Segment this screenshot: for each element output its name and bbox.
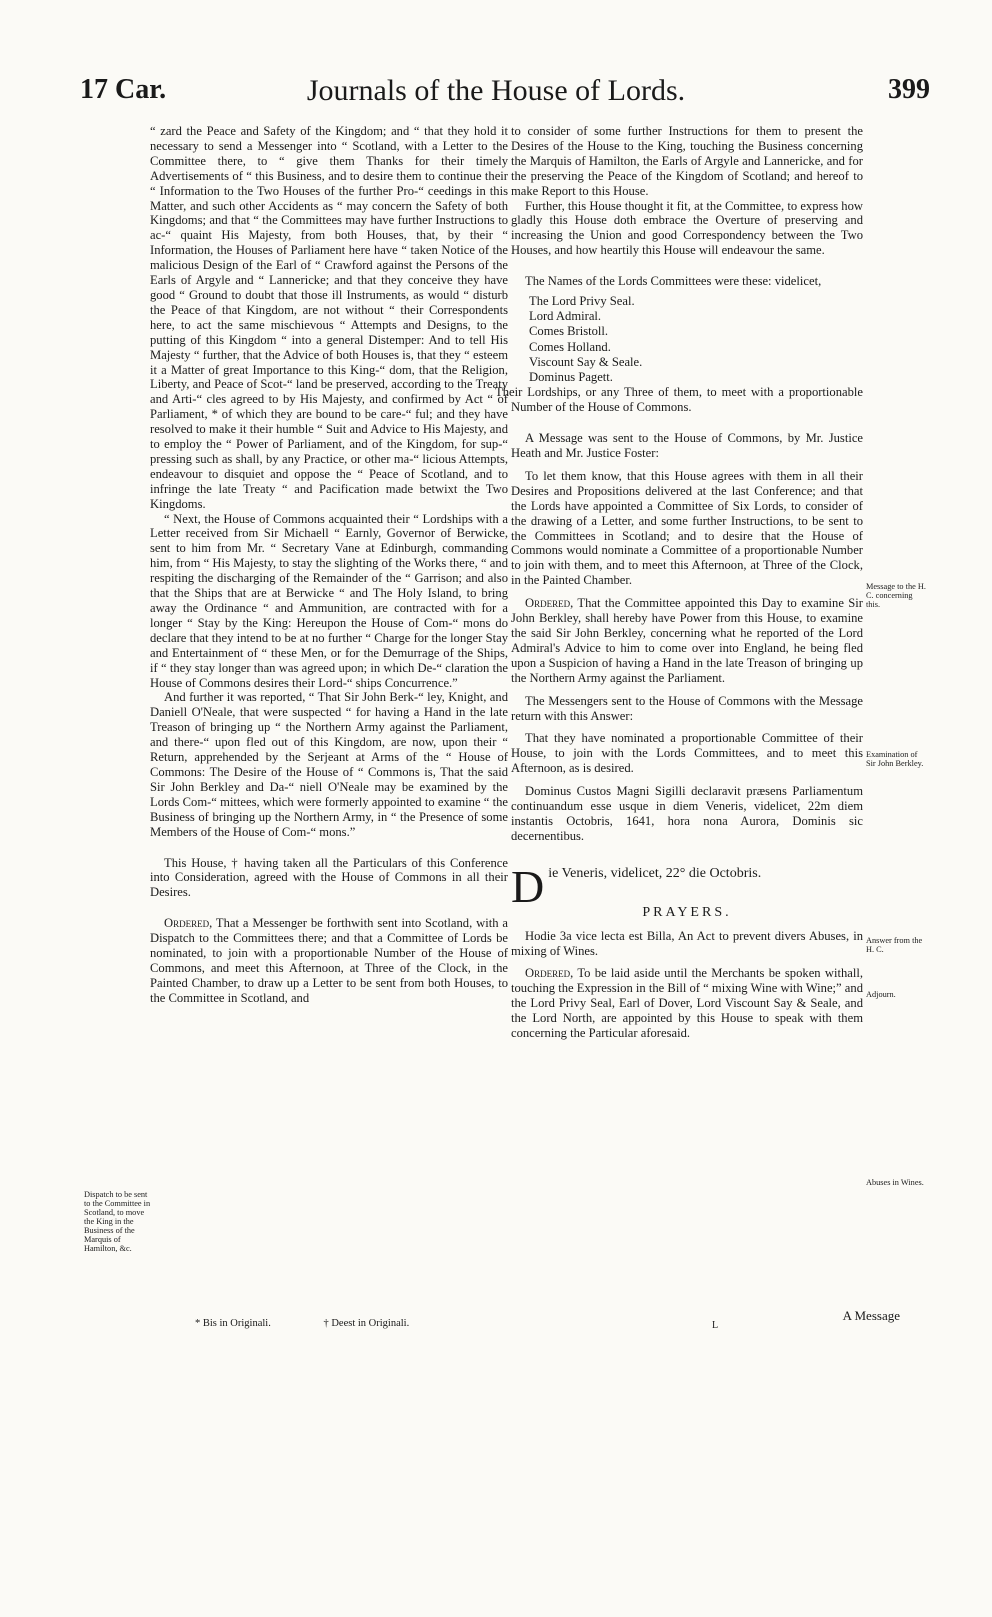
text-paragraph: Dominus Custos Magni Sigilli declaravit præsens Parliamentum continuandum esse usque in diem Veneris, videlicet, 22m diem instantis Octobris, 1641, hora nona Aurora, Dominis sic decernentibus. <box>511 784 863 843</box>
footnote: * Bis in Originali. <box>195 1318 271 1329</box>
committee-name: Lord Admiral. <box>529 309 602 324</box>
text-paragraph: A Message was sent to the House of Commons, by Mr. Justice Heath and Mr. Justice Foster: <box>511 431 863 460</box>
committee-name: Comes Holland. <box>529 339 611 354</box>
margin-note-abuses: Abuses in Wines. <box>866 1178 924 1187</box>
text-paragraph: Further, this House thought it fit, at the Committee, to express how gladly this House doth embrace the Overture of preserving and increasing the Union and good Correspondency between the Two Houses, and how heartily this House will endeavour the same. <box>511 198 863 258</box>
ordered-paragraph <box>511 966 863 1041</box>
left-column <box>150 124 508 1006</box>
margin-note-adjourn: Adjourn. <box>866 990 896 999</box>
text-paragraph: The Messengers sent to the House of Commons with the Message return with this Answer: <box>511 693 863 723</box>
journal-title: Journals of the House of Lords. <box>306 74 686 107</box>
catchword: A Message <box>842 1308 900 1323</box>
ordered-text: That the Committee appointed this Day to examine Sir John Berkley, shall hereby have Power from this House, to examine the said Sir John Berkley, concerning what he reported of the Lord Admiral's Advice to him to come over into England, he being fled upon a Suspicion of having a Hand in the late Treason of bringing up the Northern Army against the Parliament. <box>511 596 863 685</box>
prayers-heading: PRAYERS. <box>642 904 732 920</box>
drop-cap: D <box>511 860 545 912</box>
text-paragraph: This House, † having taken all the Particulars of this Conference into Consideration, agreed with the House of Commons in all their Desires. <box>150 855 508 900</box>
text-paragraph: to consider of some further Instructions for them to present the Desires of the House to the King, touching the Business concerning the Marquis of Hamilton, the Earls of Argyle and Lannericke, and for the preserving the Peace of the Kingdom of Scotland; and hereof to make Report to this House. <box>511 124 863 198</box>
committee-name: Viscount Say & Seale. <box>529 354 643 369</box>
text-paragraph: “ Next, the House of Commons acquainted their “ Lordships with a Letter received from Sir Michaell “ Earnly, Governor of Berwicke, sent to him from Mr. “ Secretary Vane at Edinburgh, commanding him, from “ His Majesty, to stay the slighting of the Works there, “ and respiting the discharging of the Remainder of the “ Garrison; and also that the Ships that are at Berwicke “ and The Holy Island, to bring away the Ordinance “ and Ammunition, are contracted with for a longer “ Stay by the King: Hereupon the House of Com-“ mons do declare that they intend to be at no further “ Charge for the longer Stay and Entertainment of “ these Men, or for the Demurrage of the Ships, if “ they stay longer than was agreed upon; in which De-“ claration the House of Commons desires their Lord-“ ships Concurrence.” <box>150 511 508 690</box>
ordered-text: To be laid aside until the Merchants be spoken withall, touching the Expression in the Bill of “ mixing Wine with Wine;” and the Lord Privy Seal, Earl of Dover, Lord Viscount Say & Seale, and the Lord North, are appointed by this House to speak with them concerning the Particular aforesaid. <box>511 966 863 1041</box>
ordered-label: Ordered, <box>164 916 213 931</box>
ordered-label: Ordered, <box>525 596 574 611</box>
page-header <box>0 74 992 124</box>
committee-names <box>529 294 863 385</box>
text-paragraph: And further it was reported, “ That Sir John Berk-“ ley, Knight, and Daniell O'Neale, that were suspected “ for having a Hand in the late Treason of bringing up “ the Northern Army against the Parliament, and there-“ upon fled out of this Kingdom, are now, upon their “ Return, apprehended by the Serjeant at Arms of the “ House of Commons: The Desire of the House of “ Commons is, That the said Sir John Berkley and Da-“ niell O'Neale may be examined by the Lords Com-“ mittees, which were formerly appointed to examine “ the Business of bringing up the Northern Army, in “ the Presence of some Members of the House of Com-“ mons.” <box>150 690 508 839</box>
day-line: ie Veneris, videlicet, 22° die Octobris. <box>548 865 762 881</box>
ordered-text: That a Messenger be forthwith sent into Scotland, with a Dispatch to the Committees there; and that a Committee of Lords be nominated, to join with a proportionable Number of the House of Commons, and meet this Afternoon, at Three of the Clock, in the Painted Chamber, to draw up a Letter to be sent from both Houses, to the Committee in Scotland, and <box>150 916 508 1005</box>
ordered-paragraph <box>511 596 863 685</box>
regnal-year: 17 Car. <box>80 74 167 105</box>
signature-mark: L <box>712 1320 719 1331</box>
text-paragraph: “ zard the Peace and Safety of the Kingdom; and “ that they hold it necessary to send a Messenger into “ Scotland, with a Letter to the Committee there, to “ give them Thanks for their timely Advertisements of “ this Business, and to desire them to continue their “ Information to the Two Houses of the further Pro-“ ceedings in this Matter, and such other Accidents as “ may concern the Safety of both Kingdoms; and that “ the Committees may have further Instructions to ac-“ quaint His Majesty, from both Houses, that, by their “ Information, the Houses of Parliament here have “ taken Notice of the malicious Design of the Earl of “ Crawford against the Persons of the Earls of Argyle and “ Lannericke; and that they conceive they have good “ Ground to doubt that those ill Instruments, as would “ disturb the Peace of that Kingdom, are not without “ their Correspondents here, to act the same mischievous “ Attempts and Designs, to the putting of this Kingdom “ into a general Distemper: And to tell His Majesty “ further, that the Advice of both Houses is, that they “ esteem it a Matter of great Importance to this King-“ dom, that the Religion, Liberty, and Peace of Scot-“ land be preserved, according to the Treaty and Arti-“ cles agreed to by His Majesty, and confirmed by Act “ of Parliament, * of which they are bound to be care-“ ful; and they have resolved to make it their humble “ Suit and Advice to His Majesty, and to employ the “ Power of Parliament, and of the Kingdom, for sup-“ pressing such as shall, by any Practice, or other ma-“ licious Attempts, endeavour to disquiet and oppose the “ Peace of Scotland, and to infringe the late Treaty “ and Pacification made betwixt the Two Kingdoms. <box>150 124 508 511</box>
margin-note-dispatch: Dispatch to be sent to the Committee in Scotland, to move the King in the Business of the Marquis of Hamilton, &c. <box>84 1190 151 1253</box>
ordered-label: Ordered, <box>525 966 574 981</box>
committee-quorum: Their Lordships, or any Three of them, to meet with a proportionable Number of the House of Commons. <box>495 385 863 415</box>
committee-name: Dominus Pagett. <box>529 370 613 385</box>
margin-note-answer: Answer from the H. C. <box>866 936 923 954</box>
margin-note-message: Message to the H. C. concerning this. <box>866 582 926 609</box>
committee-name: The Lord Privy Seal. <box>529 294 635 309</box>
committee-name: Comes Bristoll. <box>529 324 609 339</box>
margin-note-examination: Examination of Sir John Berkley. <box>866 750 924 768</box>
right-column <box>495 124 863 1041</box>
footnotes <box>195 1318 515 1329</box>
footnote: † Deest in Originali. <box>323 1318 410 1329</box>
text-paragraph: That they have nominated a proportionable Committee of their House, to join with the Lords Committees, and to meet this Afternoon, as is desired. <box>511 731 863 776</box>
text-paragraph: To let them know, that this House agrees with them in all their Desires and Propositions delivered at the last Conference; and that the Lords have appointed a Committee of Six Lords, to consider of the drawing of a Letter, and some further Instructions, to be sent to the Committees in Scotland; and to desire that the House of Commons would nominate a Committee of a proportionable Number to join with them, and to meet this Afternoon, at Three of the Clock, in the Painted Chamber. <box>511 468 863 588</box>
ordered-paragraph <box>150 916 508 1005</box>
text-paragraph: The Names of the Lords Committees were these: videlicet, <box>525 274 822 289</box>
page-number: 399 <box>888 74 930 105</box>
text-paragraph: Hodie 3a vice lecta est Billa, An Act to prevent divers Abuses, in mixing of Wines. <box>511 928 863 958</box>
